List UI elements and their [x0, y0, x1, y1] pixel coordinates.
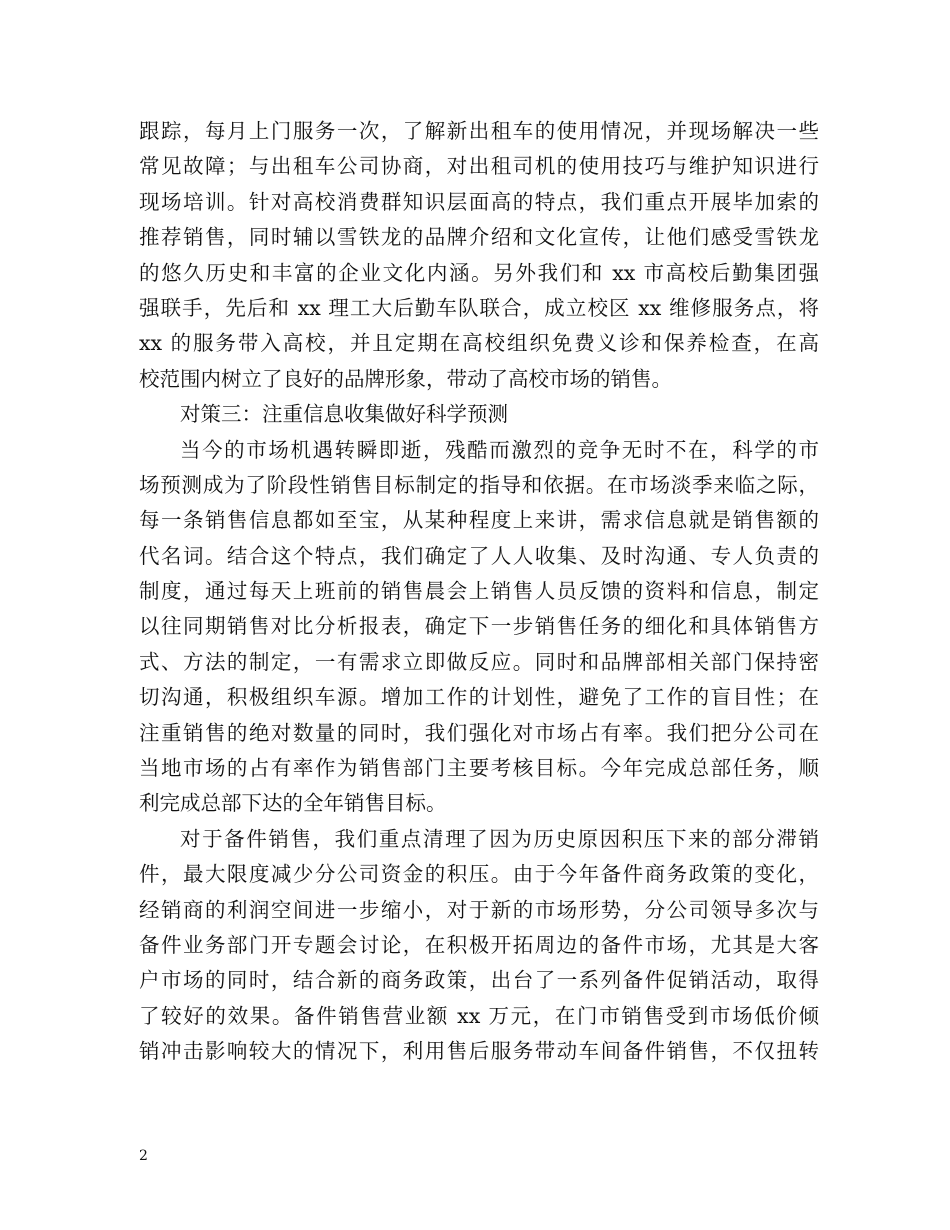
- text-line: 式、方法的制定，一有需求立即做反应。同时和品牌部相关部门保持密: [139, 649, 819, 674]
- text-line: 注重销售的绝对数量的同时，我们强化对市场占有率。我们把分公司在: [139, 720, 819, 745]
- text-line: 了较好的效果。备件销售营业额 xx 万元，在门市销售受到市场低价倾: [139, 1003, 819, 1028]
- text-line: 推荐销售，同时辅以雪铁龙的品牌介绍和文化宣传，让他们感受雪铁龙: [139, 225, 819, 250]
- text-line: 户市场的同时，结合新的商务政策，出台了一系列备件促销活动，取得: [139, 968, 819, 993]
- text-line: 常见故障；与出租车公司协商，对出租司机的使用技巧与维护知识进行: [139, 154, 819, 179]
- page-number: 2: [139, 1148, 148, 1164]
- text-line: 校范围内树立了良好的品牌形象，带动了高校市场的销售。: [139, 366, 672, 391]
- text-line: 跟踪，每月上门服务一次，了解新出租车的使用情况，并现场解决一些: [139, 119, 819, 143]
- text-line: 强联手，先后和 xx 理工大后勤车队联合，成立校区 xx 维修服务点，将: [139, 295, 819, 320]
- text-line: 利完成总部下达的全年销售目标。: [139, 791, 447, 816]
- text-line: 备件业务部门开专题会讨论，在积极开拓周边的备件市场，尤其是大客: [139, 932, 819, 957]
- text-line: 经销商的利润空间进一步缩小，对于新的市场形势，分公司领导多次与: [139, 897, 819, 922]
- heading-text: 对策三：注重信息收集做好科学预测: [180, 402, 508, 427]
- text-line: 销冲击影响较大的情况下，利用售后服务带动车间备件销售，不仅扭转: [139, 1039, 819, 1064]
- text-line: 对于备件销售，我们重点清理了因为历史原因积压下来的部分滞销: [180, 826, 819, 851]
- paragraph-1: [139, 114, 819, 397]
- text-line: 件，最大限度减少分公司资金的积压。由于今年备件商务政策的变化，: [139, 862, 819, 887]
- text-line: 当地市场的占有率作为销售部门主要考核目标。今年完成总部任务，顺: [139, 756, 819, 781]
- text-line: xx 的服务带入高校，并且定期在高校组织免费义诊和保养检查，在高: [139, 331, 819, 356]
- text-line: 现场培训。针对高校消费群知识层面高的特点，我们重点开展毕加索的: [139, 189, 819, 214]
- section-heading: [139, 397, 819, 432]
- text-line: 制度，通过每天上班前的销售晨会上销售人员反馈的资料和信息，制定: [139, 579, 819, 604]
- text-line: 的悠久历史和丰富的企业文化内涵。另外我们和 xx 市高校后勤集团强: [139, 260, 819, 285]
- text-line: 以往同期销售对比分析报表，确定下一步销售任务的细化和具体销售方: [139, 614, 819, 639]
- text-line: 当今的市场机遇转瞬即逝，残酷而激烈的竞争无时不在，科学的市: [180, 437, 819, 462]
- text-line: 代名词。结合这个特点，我们确定了人人收集、及时沟通、专人负责的: [139, 543, 819, 568]
- paragraph-2: [139, 433, 819, 822]
- text-line: 场预测成为了阶段性销售目标制定的指导和依据。在市场淡季来临之际，: [139, 472, 819, 497]
- text-line: 切沟通，积极组织车源。增加工作的计划性，避免了工作的盲目性；在: [139, 685, 819, 710]
- document-body: [139, 114, 819, 1070]
- paragraph-3: [139, 822, 819, 1070]
- text-line: 每一条销售信息都如至宝，从某种程度上来讲，需求信息就是销售额的: [139, 508, 819, 533]
